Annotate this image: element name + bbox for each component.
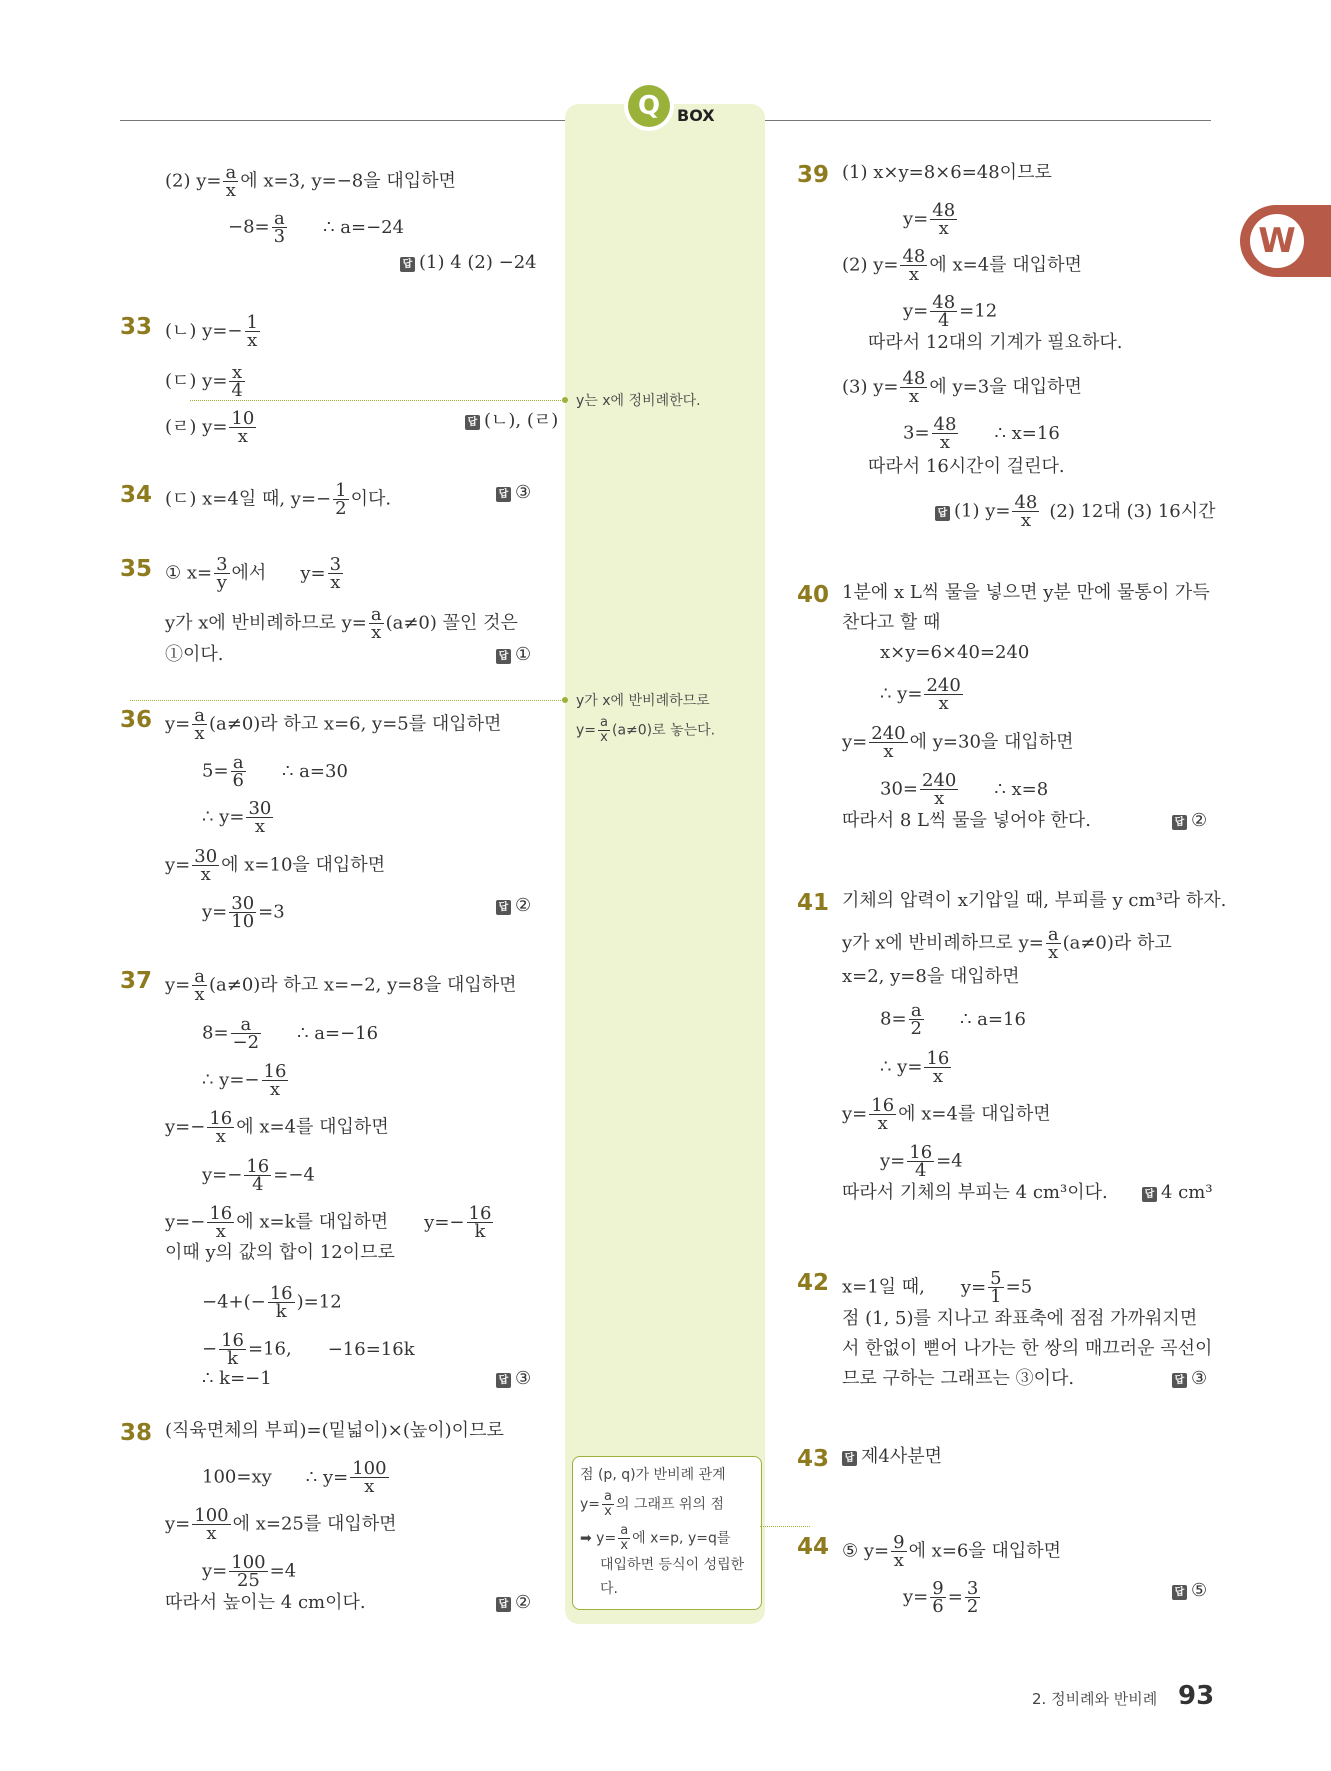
answer-box-icon: 답 (496, 649, 511, 664)
fraction: $\frac{a}{x}$ (1047, 924, 1059, 963)
qbox-note-3-line4: 대입하면 등식이 성립한 (600, 1557, 745, 1573)
fraction: $\frac{30}{x}$ (248, 798, 272, 837)
p44-answer: 답 ⑤ (1172, 1580, 1207, 1602)
fraction: $\frac{16}{x}$ (209, 1108, 233, 1147)
fraction: $\frac{100}{x}$ (352, 1458, 387, 1497)
p33-answer: 답 (ㄴ), (ㄹ) (465, 410, 558, 432)
qbox-column (565, 104, 765, 1624)
fraction: $\frac{1}{x}$ (246, 312, 258, 351)
p40-answer: 답 ② (1172, 810, 1207, 832)
p38-line1: (직육면체의 부피)=(밑넓이)×(높이)이므로 (165, 1420, 504, 1441)
p36-line3: ∴ y= $\frac{30}{x}$ (202, 798, 272, 837)
p35-answer: 답 ① (496, 644, 531, 666)
p32-line1: (2) y= $\frac{a}{x}$ 에 x=3, y=−8을 대입하면 (165, 162, 456, 201)
p41-line8: 따라서 기체의 부피는 4 cm³이다. (842, 1182, 1108, 1203)
fraction: $\frac{3}{y}$ (216, 554, 228, 593)
fraction: $\frac{16}{k}$ (468, 1203, 492, 1242)
p33-line2: (ㄷ) y= $\frac{x}{4}$ (165, 362, 243, 401)
fraction: $\frac{a}{2}$ (910, 1000, 922, 1039)
fraction: $\frac{240}{x}$ (871, 723, 906, 762)
fraction: $\frac{a}{x}$ (620, 1523, 629, 1553)
answer-box-icon: 답 (400, 257, 415, 272)
note-bullet (562, 397, 568, 403)
p38-line3: y= $\frac{100}{x}$ 에 x=25를 대입하면 (165, 1505, 397, 1544)
p32-answer: 답 (1) 4 (2) −24 (400, 252, 537, 274)
p33-line1: (ㄴ) y=− $\frac{1}{x}$ (165, 312, 258, 351)
qbox-note-1: y는 x에 정비례한다. (576, 393, 701, 409)
fraction: $\frac{16}{x}$ (871, 1095, 895, 1134)
fraction: $\frac{240}{x}$ (922, 770, 957, 809)
p37-line3: ∴ y=− $\frac{16}{x}$ (202, 1061, 287, 1100)
p35-line1: ① x= $\frac{3}{y}$ 에서 y= $\frac{3}{x}$ (165, 554, 342, 593)
p37-answer: 답 ③ (496, 1368, 531, 1390)
p39-line8: 따라서 16시간이 걸린다. (868, 456, 1065, 477)
answer-box-icon: 답 (496, 1597, 511, 1612)
fraction: $\frac{9}{x}$ (893, 1532, 905, 1571)
fraction: $\frac{30}{10}$ (231, 893, 255, 932)
note-leader-2 (130, 700, 565, 701)
p42-line3: 서 한없이 뻗어 나가는 한 쌍의 매끄러운 곡선이 (842, 1338, 1213, 1359)
p38-line5: 따라서 높이는 4 cm이다. (165, 1592, 366, 1613)
fraction: $\frac{16}{k}$ (221, 1330, 244, 1369)
fraction: $\frac{16}{4}$ (246, 1156, 270, 1195)
fraction: $\frac{a}{x}$ (370, 604, 382, 643)
p40-line6: 30= $\frac{240}{x}$ ∴ x=8 (880, 770, 1049, 809)
p42-line4: 므로 구하는 그래프는 ③이다. (842, 1368, 1075, 1389)
p32-line2: −8= $\frac{a}{3}$ ∴ a=−24 (228, 208, 405, 247)
fraction: $\frac{3}{x}$ (329, 554, 342, 593)
problem-number-37: 37 (120, 968, 153, 994)
fraction: $\frac{16}{k}$ (269, 1283, 293, 1322)
qbox-note-2-line1: y가 x에 반비례하므로 (576, 693, 710, 709)
qbox-note-3-line2: y= $\frac{a}{x}$ 의 그래프 위의 점 (580, 1489, 725, 1519)
qbox-note-3-line5: 다. (600, 1581, 618, 1597)
chapter-title: 2. 정비례와 반비례 (1032, 1690, 1158, 1708)
fraction: $\frac{100}{25}$ (231, 1552, 266, 1591)
fraction: $\frac{a}{x}$ (194, 966, 205, 1005)
p39-line1: (1) x×y=8×6=48이므로 (842, 162, 1052, 183)
p36-line5: y= $\frac{30}{10}$ =3 (202, 893, 285, 932)
p35-line3: ①이다. (165, 644, 224, 665)
problem-number-42: 42 (797, 1270, 830, 1296)
p42-line2: 점 (1, 5)를 지나고 좌표축에 점점 가까워지면 (842, 1308, 1198, 1329)
p41-line4: 8= $\frac{a}{2}$ ∴ a=16 (880, 1000, 1026, 1039)
problem-number-44: 44 (797, 1534, 830, 1560)
p37-line1: y= $\frac{a}{x}$ (a≠0)라 하고 x=−2, y=8을 대입하면 (165, 966, 517, 1005)
problem-number-36: 36 (120, 707, 153, 733)
fraction: $\frac{30}{x}$ (194, 846, 218, 885)
p41-line1: 기체의 압력이 x기압일 때, 부피를 y cm³라 하자. (842, 890, 1227, 911)
p39-line3: (2) y= $\frac{48}{x}$ 에 x=4를 대입하면 (842, 246, 1082, 285)
p38-answer: 답 ② (496, 1592, 531, 1614)
fraction: $\frac{a}{-2}$ (232, 1014, 260, 1053)
note-leader-3 (760, 1526, 810, 1527)
side-tab-logo: W (1250, 214, 1304, 268)
p41-line2: y가 x에 반비례하므로 y= $\frac{a}{x}$ (a≠0)라 하고 (842, 924, 1172, 963)
fraction: $\frac{a}{x}$ (600, 715, 608, 745)
fraction: $\frac{16}{x}$ (263, 1061, 287, 1100)
problem-number-33: 33 (120, 314, 153, 340)
fraction: $\frac{100}{x}$ (194, 1505, 229, 1544)
qbox-note-2-line2: y= $\frac{a}{x}$ (a≠0)로 놓는다. (576, 715, 716, 745)
problem-number-34: 34 (120, 482, 153, 508)
p33-line3: (ㄹ) y= $\frac{10}{x}$ (165, 408, 255, 447)
p37-line2: 8= $\frac{a}{-2}$ ∴ a=−16 (202, 1014, 379, 1053)
qbox-label: BOX (677, 106, 715, 125)
fraction: $\frac{48}{x}$ (933, 414, 957, 453)
answer-box-icon: 답 (496, 487, 511, 502)
fraction: $\frac{16}{x}$ (209, 1203, 233, 1242)
p39-line4: y= $\frac{48}{4}$ =12 (903, 292, 998, 331)
p42-answer: 답 ③ (1172, 1368, 1207, 1390)
problem-number-35: 35 (120, 556, 153, 582)
fraction: $\frac{a}{x}$ (194, 705, 205, 744)
answer-box-icon: 답 (935, 506, 950, 521)
fraction: $\frac{x}{4}$ (231, 362, 243, 401)
fraction: $\frac{1}{2}$ (335, 480, 347, 519)
fraction: $\frac{16}{x}$ (926, 1048, 950, 1087)
p40-line3: x×y=6×40=240 (880, 642, 1030, 663)
fraction: $\frac{10}{x}$ (231, 408, 255, 447)
answer-box-icon: 답 (496, 900, 511, 915)
fraction: $\frac{9}{6}$ (932, 1578, 944, 1617)
fraction: $\frac{48}{x}$ (902, 368, 926, 407)
p39-line2: y= $\frac{48}{x}$ (903, 200, 956, 239)
note-bullet (562, 697, 568, 703)
p37-line4: y=− $\frac{16}{x}$ 에 x=4를 대입하면 (165, 1108, 389, 1147)
fraction: $\frac{5}{1}$ (990, 1268, 1002, 1307)
p39-line6: (3) y= $\frac{48}{x}$ 에 y=3을 대입하면 (842, 368, 1082, 407)
p41-line5: ∴ y= $\frac{16}{x}$ (880, 1048, 950, 1087)
p36-line4: y= $\frac{30}{x}$ 에 x=10을 대입하면 (165, 846, 386, 885)
fraction: $\frac{a}{3}$ (273, 208, 286, 247)
problem-number-38: 38 (120, 1420, 153, 1446)
header-rule-left (120, 120, 565, 121)
p41-answer: 답 4 cm³ (1142, 1182, 1213, 1204)
note-leader-1 (190, 400, 565, 401)
p37-line9: − $\frac{16}{k}$ =16, −16=16k (202, 1330, 415, 1369)
fraction: $\frac{48}{x}$ (932, 200, 956, 239)
fraction: $\frac{a}{6}$ (232, 752, 244, 791)
qbox-note-3-line1: 점 (p, q)가 반비례 관계 (580, 1467, 726, 1483)
problem-number-43: 43 (797, 1446, 830, 1472)
p40-line4: ∴ y= $\frac{240}{x}$ (880, 675, 961, 714)
p40-line7: 따라서 8 L씩 물을 넣어야 한다. (842, 810, 1092, 831)
p35-line2: y가 x에 반비례하므로 y= $\frac{a}{x}$ (a≠0) 꼴인 것은 (165, 604, 518, 643)
problem-number-39: 39 (797, 162, 830, 188)
p44-line1: ⑤ y= $\frac{9}{x}$ 에 x=6을 대입하면 (842, 1532, 1062, 1571)
answer-box-icon: 답 (842, 1451, 857, 1466)
p41-line6: y= $\frac{16}{x}$ 에 x=4를 대입하면 (842, 1095, 1051, 1134)
answer-box-icon: 답 (1142, 1187, 1157, 1202)
p39-line5: 따라서 12대의 기계가 필요하다. (868, 332, 1123, 353)
p37-line10: ∴ k=−1 (202, 1368, 272, 1389)
p34-line1: (ㄷ) x=4일 때, y=− $\frac{1}{2}$ 이다. (165, 480, 392, 519)
p37-line7: 이때 y의 값의 합이 12이므로 (165, 1242, 395, 1263)
p36-answer: 답 ② (496, 895, 531, 917)
fraction: $\frac{a}{x}$ (604, 1489, 612, 1519)
p43-answer: 답 제4사분면 (842, 1446, 942, 1468)
fraction: $\frac{16}{4}$ (909, 1142, 933, 1181)
fraction: $\frac{240}{x}$ (926, 675, 961, 714)
answer-box-icon: 답 (496, 1373, 511, 1388)
p41-line7: y= $\frac{16}{4}$ =4 (880, 1142, 963, 1181)
p37-line5: y=− $\frac{16}{4}$ =−4 (202, 1156, 315, 1195)
fraction: $\frac{48}{x}$ (902, 246, 926, 285)
p34-answer: 답 ③ (496, 482, 531, 504)
p38-line4: y= $\frac{100}{25}$ =4 (202, 1552, 297, 1591)
answer-box-icon: 답 (1172, 1373, 1187, 1388)
answer-box-icon: 답 (1172, 1585, 1187, 1600)
p40-line1: 1분에 x L씩 물을 넣으면 y분 만에 물통이 가득 (842, 582, 1210, 603)
answer-box-icon: 답 (1172, 815, 1187, 830)
p37-line8: −4+(− $\frac{16}{k}$ )=12 (202, 1283, 342, 1322)
header-rule-right (765, 120, 1211, 121)
p36-line2: 5= $\frac{a}{6}$ ∴ a=30 (202, 752, 348, 791)
problem-number-40: 40 (797, 582, 830, 608)
p42-line1: x=1일 때, y= $\frac{5}{1}$ =5 (842, 1268, 1033, 1307)
p39-line7: 3= $\frac{48}{x}$ ∴ x=16 (903, 414, 1060, 453)
p36-line1: y= $\frac{a}{x}$ (a≠0)라 하고 x=6, y=5를 대입하면 (165, 705, 502, 744)
qbox-note-3-line3: ➡ y= $\frac{a}{x}$ 에 x=p, y=q를 (580, 1523, 731, 1553)
p38-line2: 100=xy ∴ y= $\frac{100}{x}$ (202, 1458, 387, 1497)
p37-line6: y=− $\frac{16}{x}$ 에 x=k를 대입하면 y=− $\frac{16}{k}$ (165, 1203, 492, 1242)
p39-answer: 답 (1) y= $\frac{48}{x}$ (2) 12대 (3) 16시간 (935, 494, 1216, 529)
answer-box-icon: 답 (465, 415, 480, 430)
page-number: 93 (1178, 1681, 1215, 1711)
p40-line5: y= $\frac{240}{x}$ 에 y=30을 대입하면 (842, 723, 1074, 762)
p40-line2: 찬다고 할 때 (842, 612, 941, 633)
fraction: $\frac{3}{2}$ (966, 1578, 979, 1617)
p41-line3: x=2, y=8을 대입하면 (842, 966, 1020, 987)
fraction: $\frac{48}{x}$ (1014, 492, 1038, 531)
fraction: $\frac{48}{4}$ (932, 292, 956, 331)
qbox-logo: Q (628, 85, 670, 127)
fraction: $\frac{a}{x}$ (225, 162, 237, 201)
p44-line2: y= $\frac{9}{6}$ = $\frac{3}{2}$ (903, 1578, 979, 1617)
problem-number-41: 41 (797, 890, 830, 916)
